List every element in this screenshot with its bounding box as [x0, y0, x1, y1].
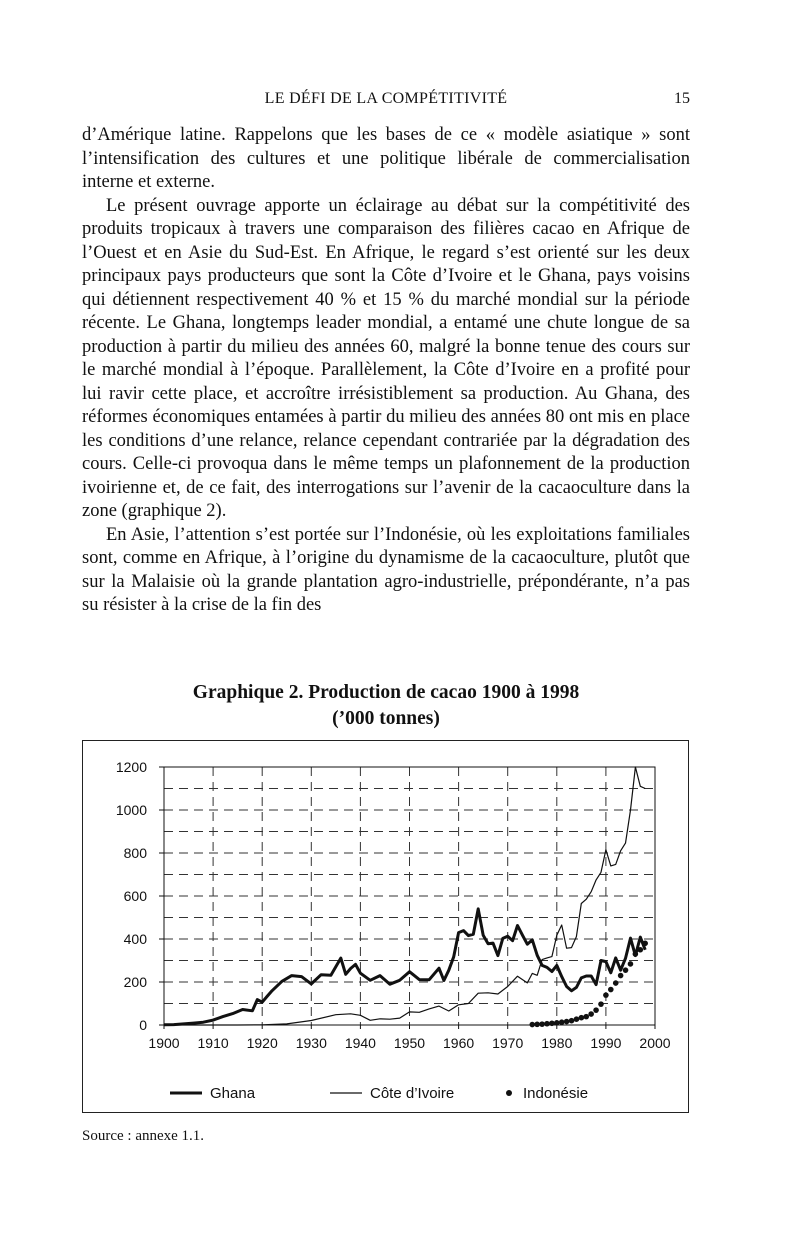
legend-label: Ghana — [210, 1085, 256, 1102]
x-tick-label: 1920 — [246, 1035, 278, 1051]
figure-frame — [82, 740, 689, 1113]
paragraph-3: En Asie, l’attention s’est portée sur l’Indonésie, où les exploitations familiales sont, comme en Afrique, à l’origine du dynamisme de la cacaoculture, plutôt que sur la Malaisie où la grande plantation agro-industrielle, prépondérante, n’a pas su résister à la crise de la fin des — [82, 524, 690, 615]
figure-title-line-1: Graphique 2. Production de cacao 1900 à 1998 — [192, 682, 580, 703]
page-number: 15 — [674, 90, 690, 107]
y-tick-label: 1200 — [115, 759, 147, 775]
legend-swatch-indonesie — [506, 1090, 512, 1096]
indonesie-point — [544, 1021, 550, 1027]
x-tick-label: 1940 — [344, 1035, 376, 1051]
x-tick-label: 1950 — [393, 1035, 426, 1051]
x-tick-label: 1900 — [148, 1035, 180, 1051]
indonesie-point — [637, 947, 643, 953]
indonesie-point — [539, 1021, 545, 1027]
indonesie-point — [613, 980, 619, 986]
indonesie-point — [579, 1015, 585, 1021]
y-tick-label: 400 — [123, 931, 147, 947]
indonesie-point — [608, 987, 614, 993]
x-tick-label: 1910 — [197, 1035, 229, 1051]
x-tick-label: 1980 — [541, 1035, 573, 1051]
x-tick-label: 1990 — [590, 1035, 622, 1051]
ghana-series-line — [164, 909, 645, 1025]
indonesie-point — [628, 961, 634, 967]
y-tick-label: 600 — [123, 888, 147, 904]
figure-source: Source : annexe 1.1. — [82, 1128, 205, 1144]
indonesie-point — [554, 1020, 560, 1026]
legend-label: Indonésie — [523, 1085, 589, 1102]
indonesie-point — [588, 1011, 594, 1017]
y-tick-label: 200 — [123, 974, 147, 990]
indonesie-point — [618, 973, 624, 979]
x-tick-label: 2000 — [639, 1035, 671, 1051]
paragraph-1: d’Amérique latine. Rappelons que les bases de ce « modèle asiatique » sont l’intensification des cultures et une politique libérale de commercialisation interne et externe. — [82, 125, 690, 192]
body-text — [82, 124, 690, 618]
indonesie-point — [574, 1016, 580, 1022]
indonesie-point — [593, 1007, 599, 1013]
indonesie-point — [529, 1022, 535, 1028]
indonesie-point — [603, 992, 609, 998]
indonesie-point — [642, 941, 648, 947]
running-header — [82, 88, 690, 114]
indonesie-point — [583, 1014, 589, 1020]
figure-title-line-2: (’000 tonnes) — [332, 708, 440, 729]
indonesie-point — [564, 1019, 570, 1025]
indonesie-point — [559, 1019, 565, 1025]
figure-title — [82, 680, 690, 732]
indonesie-point — [633, 951, 639, 957]
production-chart — [83, 741, 688, 1112]
legend-label: Côte d’Ivoire — [370, 1085, 455, 1102]
y-tick-label: 1000 — [115, 802, 147, 818]
indonesie-point — [623, 967, 629, 973]
y-tick-label: 0 — [139, 1017, 147, 1033]
x-tick-label: 1970 — [492, 1035, 524, 1051]
indonesie-point — [569, 1018, 575, 1024]
indonesie-point — [534, 1022, 540, 1028]
indonesie-point — [549, 1020, 555, 1026]
running-title: LE DÉFI DE LA COMPÉTITIVITÉ — [264, 90, 508, 107]
x-tick-label: 1930 — [295, 1035, 327, 1051]
paragraph-2: Le présent ouvrage apporte un éclairage au débat sur la compétitivité des produits tropicaux à travers une comparaison des filières cacao en Afrique de l’Ouest et en Asie du Sud-Est. En Afrique, le regard s’est orienté sur les deux principaux pays producteurs que sont la Côte d’Ivoire et le Ghana, pays voisins qui détiennent respectivement 40 % et 15 % du marché mondial sur la période récente. Le Ghana, longtemps leader mondial, a entamé une chute longue de sa production à partir du milieu des années 60, malgré la bonne tenue des cours sur le marché mondial à l’époque. Parallèlement, la Côte d’Ivoire en a profité pour lui ravir cette place, et accroître irrésistiblement sa production. Au Ghana, des réformes économiques entamées à partir du milieu des années 80 ont mis en place les conditions d’une relance, relance cependant contrariée par la dégradation des cours. Celle-ci provoqua dans le même temps un plafonnement de la production ivoirienne et, de ce fait, des interrogations sur l’avenir de la cacaoculture dans la zone (graphique 2). — [82, 195, 690, 521]
y-tick-label: 800 — [123, 845, 147, 861]
x-tick-label: 1960 — [443, 1035, 475, 1051]
indonesie-point — [598, 1001, 604, 1007]
